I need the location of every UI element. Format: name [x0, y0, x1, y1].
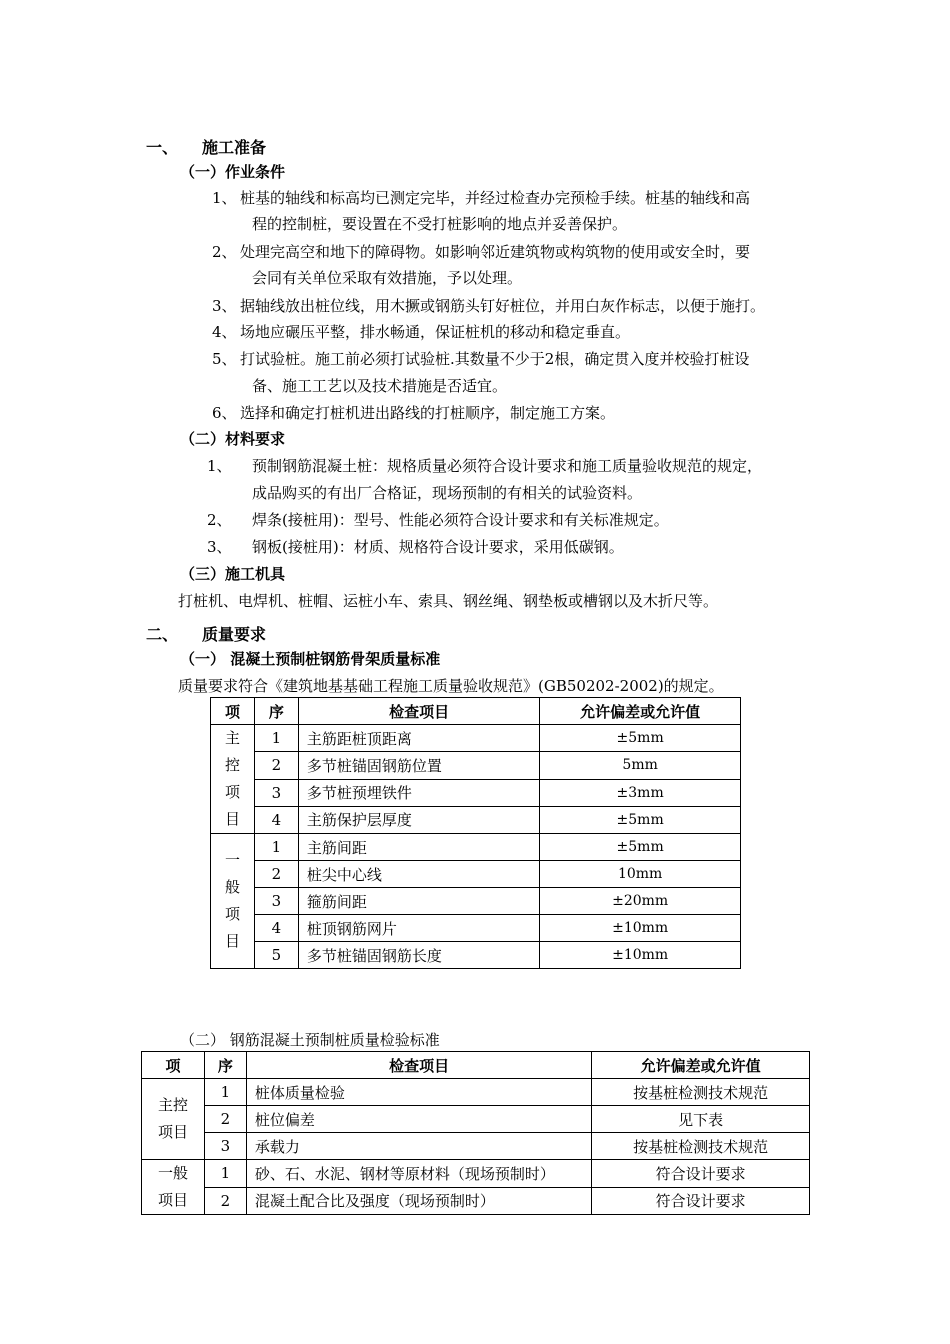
row-item: 主筋距桩顶距离	[298, 725, 539, 752]
row-item: 砂、石、水泥、钢材等原材料（现场预制时）	[246, 1160, 591, 1188]
subsection-materials-title: （二）材料要求	[180, 430, 286, 448]
row-seq: 3	[254, 888, 298, 915]
row-seq: 1	[204, 1079, 246, 1106]
list-item-number: 6、	[212, 404, 237, 422]
table-row	[211, 942, 741, 969]
row-seq: 3	[204, 1133, 246, 1160]
row-value: 5mm	[540, 752, 741, 779]
list-item-number: 2、	[212, 243, 237, 261]
table-row	[142, 1106, 810, 1133]
row-value: ±10mm	[540, 915, 741, 942]
list-item-number: 5、	[212, 350, 237, 368]
row-value: ±5mm	[540, 725, 741, 752]
section-1-number: 一、	[146, 138, 179, 157]
row-item: 承载力	[246, 1133, 591, 1160]
list-item-text-continued: 备、施工工艺以及技术措施是否适宜。	[252, 377, 508, 395]
list-item-number: 2、	[207, 511, 232, 529]
table-row	[211, 752, 741, 779]
row-value: 按基桩检测技术规范	[592, 1079, 810, 1106]
table-row	[211, 834, 741, 861]
row-seq: 4	[254, 915, 298, 942]
row-value: 按基桩检测技术规范	[592, 1133, 810, 1160]
header-item: 检查项目	[246, 1052, 591, 1079]
table-row	[211, 861, 741, 888]
row-item: 桩顶钢筋网片	[298, 915, 539, 942]
table-row	[142, 1079, 810, 1106]
row-value: ±10mm	[540, 942, 741, 969]
row-seq: 4	[254, 806, 298, 833]
list-item-text-continued: 程的控制桩，要设置在不受打桩影响的地点并妥善保护。	[252, 215, 628, 233]
row-seq: 2	[204, 1187, 246, 1215]
list-item-number: 3、	[212, 297, 237, 315]
header-category: 项	[211, 698, 255, 725]
list-item-text: 据轴线放出桩位线，用木撅或钢筋头钉好桩位，并用白灰作标志，以便于施打。	[240, 297, 766, 315]
group-general-label: 一般 项目	[142, 1160, 205, 1215]
list-item-text: 场地应碾压平整，排水畅通，保证桩机的移动和稳定垂直。	[240, 323, 631, 341]
list-item-text: 预制钢筋混凝土桩：规格质量必须符合设计要求和施工质量验收规范的规定，	[252, 457, 763, 475]
row-item: 多节桩锚固钢筋位置	[298, 752, 539, 779]
row-value: 符合设计要求	[592, 1160, 810, 1188]
row-seq: 1	[204, 1160, 246, 1188]
row-seq: 1	[254, 834, 298, 861]
row-value: ±3mm	[540, 779, 741, 806]
header-seq: 序	[254, 698, 298, 725]
list-item-text-continued: 会同有关单位采取有效措施，予以处理。	[252, 269, 523, 287]
row-value: 10mm	[540, 861, 741, 888]
row-seq: 2	[254, 752, 298, 779]
table-row	[211, 806, 741, 833]
list-item-text: 焊条(接桩用)：型号、性能必须符合设计要求和有关标准规定。	[252, 511, 669, 529]
row-item: 桩体质量检验	[246, 1079, 591, 1106]
row-value: 见下表	[592, 1106, 810, 1133]
row-value: ±5mm	[540, 806, 741, 833]
list-item-text-continued: 成品购买的有出厂合格证，现场预制的有相关的试验资料。	[252, 484, 643, 502]
row-item: 主筋保护层厚度	[298, 806, 539, 833]
table-row	[211, 915, 741, 942]
table-header-row	[211, 698, 741, 725]
pile-inspection-table	[141, 1051, 810, 1215]
group-main-control-label: 主控 项目	[142, 1079, 205, 1160]
list-item-number: 1、	[212, 189, 237, 207]
row-value: ±20mm	[540, 888, 741, 915]
list-item-text: 处理完高空和地下的障碍物。如影响邻近建筑物或构筑物的使用或安全时，要	[240, 243, 751, 261]
table-header-row	[142, 1052, 810, 1079]
header-tolerance: 允许偏差或允许值	[540, 698, 741, 725]
section-2-number: 二、	[146, 625, 179, 644]
section-2-title: 质量要求	[202, 625, 267, 644]
subsection-equipment-title: （三）施工机具	[180, 565, 286, 583]
group-main-control-label: 主 控 项 目	[211, 725, 255, 834]
rebar-cage-quality-table	[210, 697, 741, 969]
row-item: 多节桩锚固钢筋长度	[298, 942, 539, 969]
row-seq: 2	[254, 861, 298, 888]
header-item: 检查项目	[298, 698, 539, 725]
subsection-pile-inspection-title: （二） 钢筋混凝土预制桩质量检验标准	[180, 1031, 440, 1049]
table-row	[211, 779, 741, 806]
group-general-label: 一 般 项 目	[211, 834, 255, 969]
table-row	[142, 1187, 810, 1215]
row-item: 箍筋间距	[298, 888, 539, 915]
subsection-work-conditions-title: （一）作业条件	[180, 163, 286, 181]
table-row	[142, 1160, 810, 1188]
row-item: 混凝土配合比及强度（现场预制时）	[246, 1187, 591, 1215]
list-item-number: 1、	[207, 457, 232, 475]
equipment-text: 打桩机、电焊机、桩帽、运桩小车、索具、钢丝绳、钢垫板或槽钢以及木折尺等。	[178, 592, 719, 610]
list-item-text: 打试验桩。施工前必须打试验桩.其数量不少于2根，确定贯入度并校验打桩设	[240, 350, 750, 368]
list-item-number: 3、	[207, 538, 232, 556]
row-item: 主筋间距	[298, 834, 539, 861]
table-row	[211, 888, 741, 915]
row-seq: 3	[254, 779, 298, 806]
row-item: 多节桩预埋铁件	[298, 779, 539, 806]
row-seq: 1	[254, 725, 298, 752]
quality-intro-text: 质量要求符合《建筑地基基础工程施工质量验收规范》(GB50202-2002)的规定。	[178, 677, 724, 695]
table-row	[142, 1133, 810, 1160]
list-item-text: 钢板(接桩用)：材质、规格符合设计要求，采用低碳钢。	[252, 538, 624, 556]
row-value: ±5mm	[540, 834, 741, 861]
row-seq: 5	[254, 942, 298, 969]
section-1-title: 施工准备	[202, 138, 267, 157]
row-seq: 2	[204, 1106, 246, 1133]
row-item: 桩位偏差	[246, 1106, 591, 1133]
list-item-text: 桩基的轴线和标高均已测定完毕，并经过检查办完预检手续。桩基的轴线和高	[240, 189, 751, 207]
header-tolerance: 允许偏差或允许值	[592, 1052, 810, 1079]
row-value: 符合设计要求	[592, 1187, 810, 1215]
list-item-number: 4、	[212, 323, 237, 341]
row-item: 桩尖中心线	[298, 861, 539, 888]
list-item-text: 选择和确定打桩机进出路线的打桩顺序，制定施工方案。	[240, 404, 616, 422]
header-category: 项	[142, 1052, 205, 1079]
subsection-rebar-cage-title: （一） 混凝土预制桩钢筋骨架质量标准	[180, 650, 441, 668]
table-row	[211, 725, 741, 752]
header-seq: 序	[204, 1052, 246, 1079]
